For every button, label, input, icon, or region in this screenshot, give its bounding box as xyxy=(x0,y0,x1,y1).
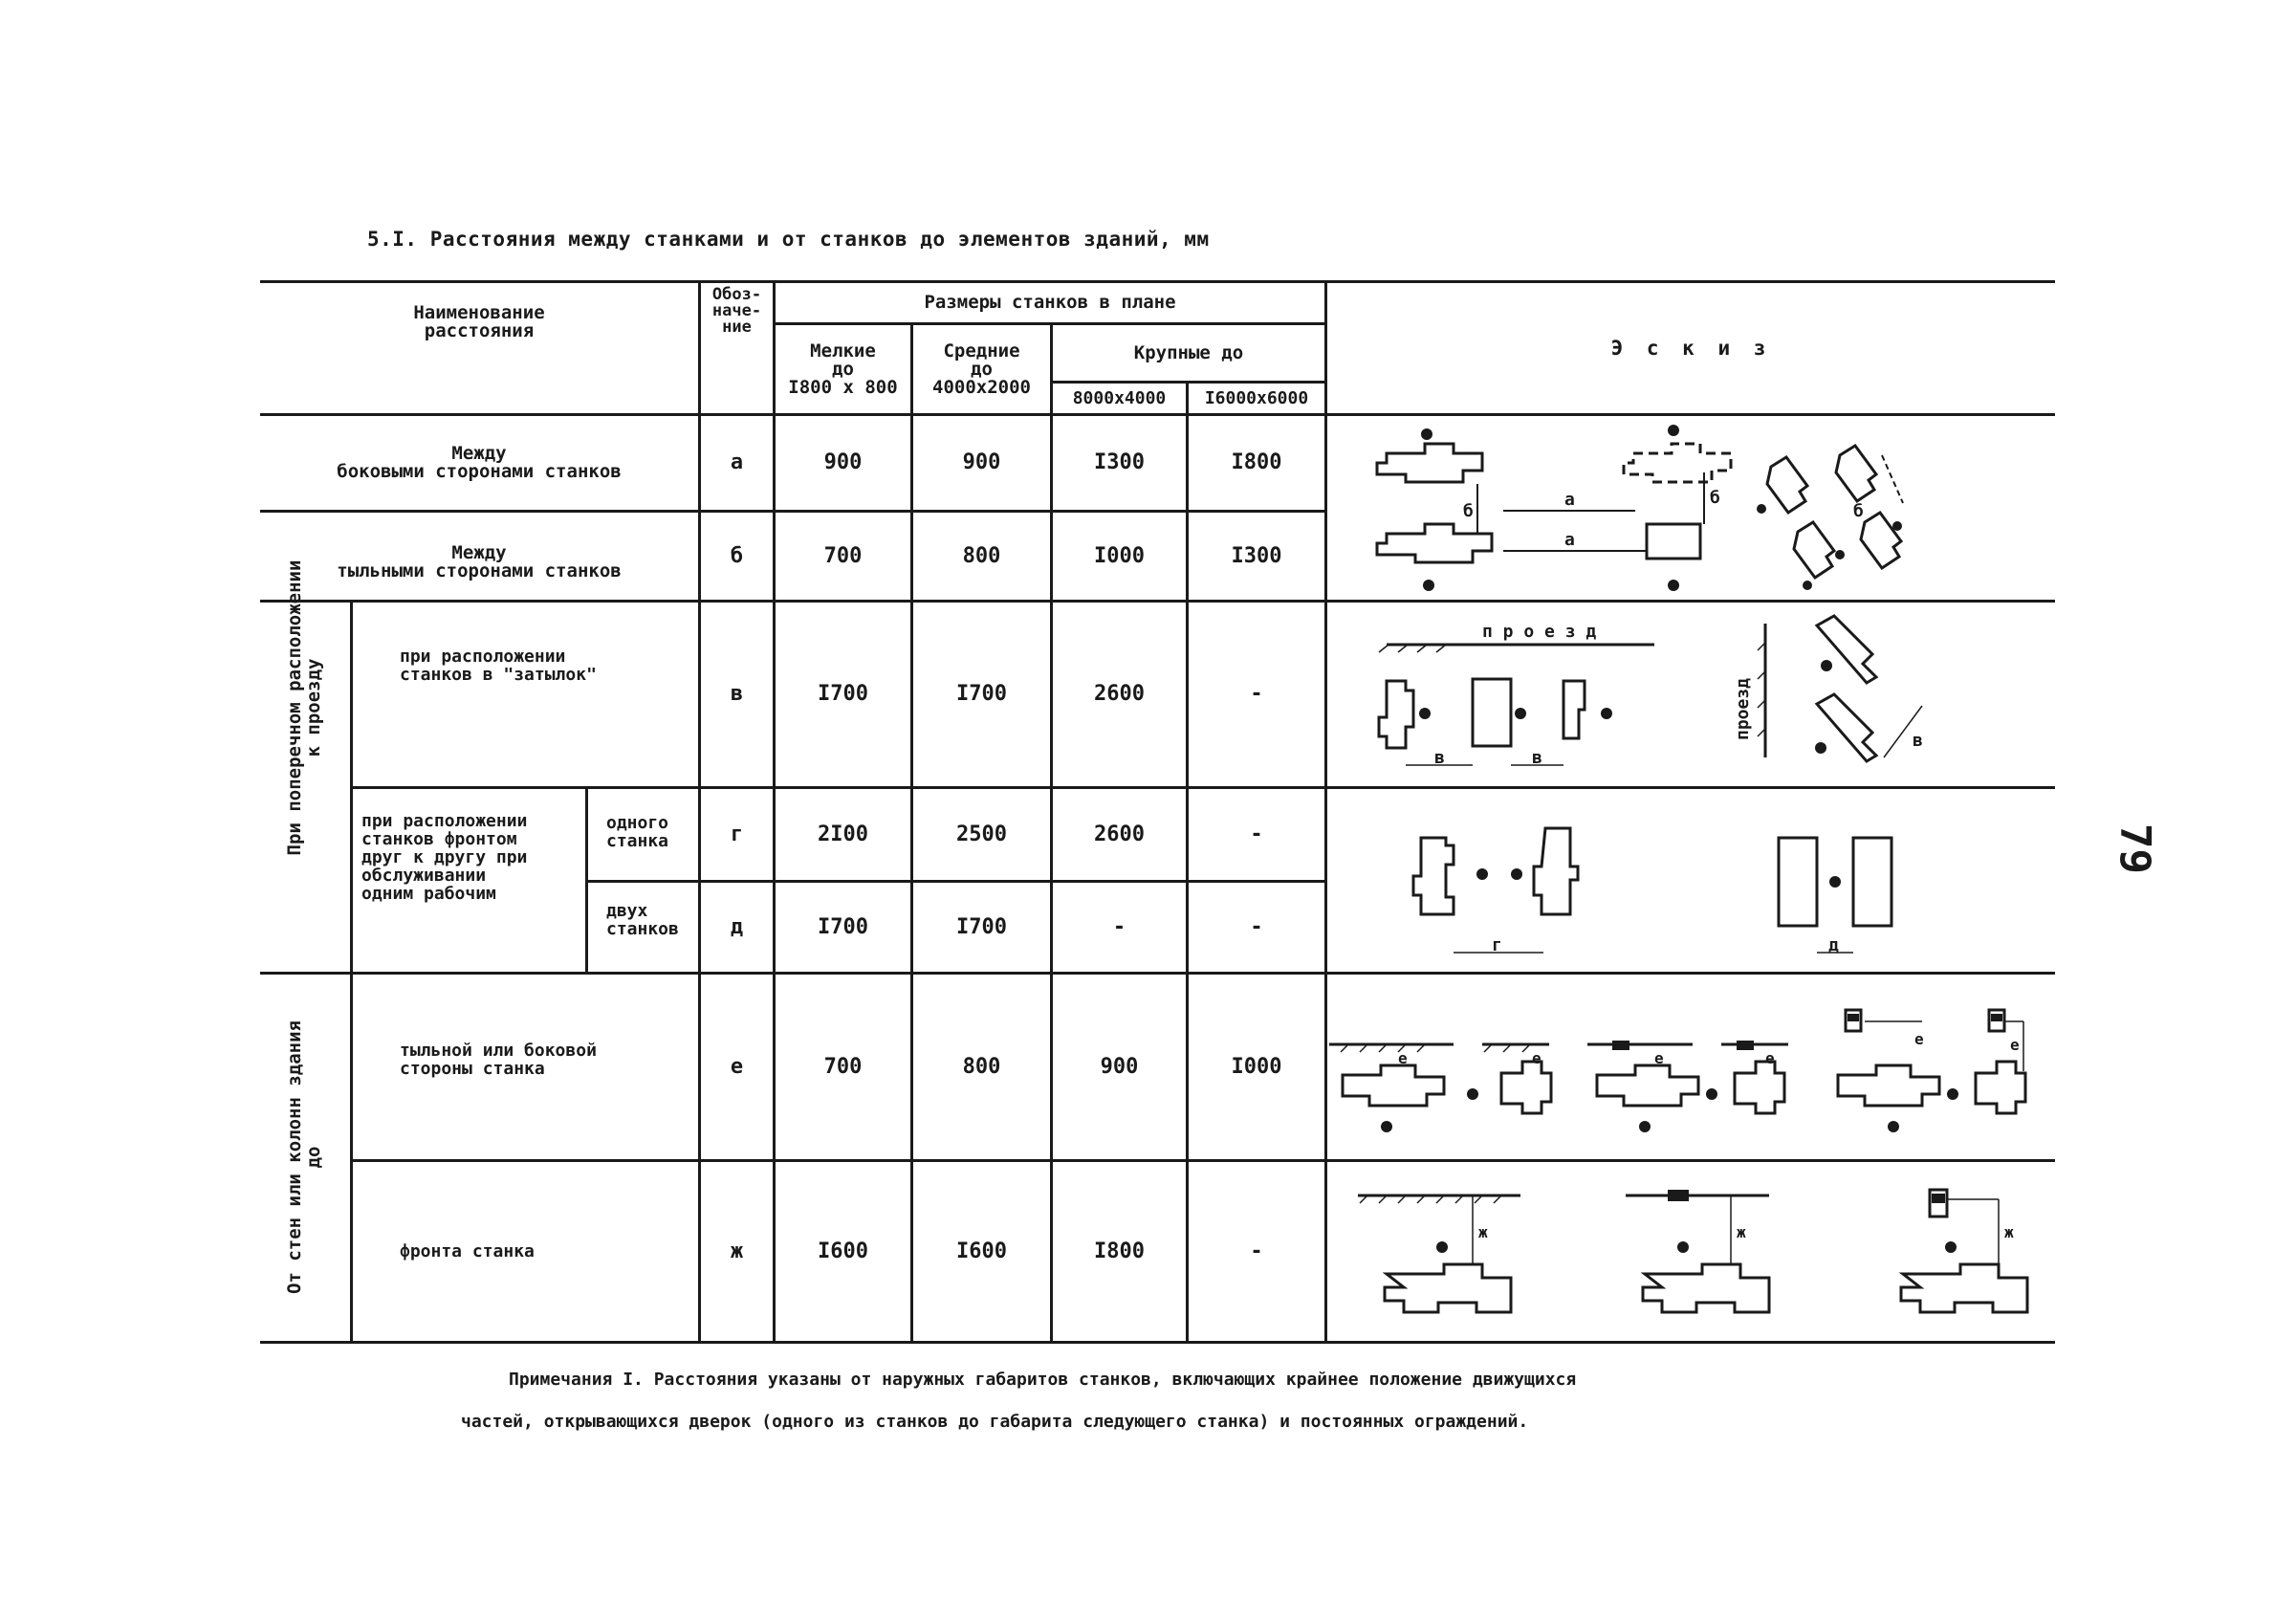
note-line-2: частей, открывающихся дверок (одного из станков до габарита следующего станка) и постоянных ограждений. xyxy=(461,1412,1529,1432)
row-gd-name: при расположении станков фронтом друг к другу при обслуживании одним рабочим xyxy=(361,811,528,904)
row-b-large2: I300 xyxy=(1231,543,1282,568)
row-zh-name: фронта станка xyxy=(400,1241,535,1261)
row-d-subname: двух станков xyxy=(606,901,679,939)
sketch1-label-b: б xyxy=(1463,501,1474,521)
sketch2-label-v1: в xyxy=(1434,748,1445,768)
header-name: Наименование расстояния xyxy=(413,302,545,341)
sketch4-label-e5: е xyxy=(1914,1030,1924,1048)
row-e-large1: 900 xyxy=(1100,1054,1139,1079)
sketch5-label-zh1: ж xyxy=(1478,1223,1488,1241)
sketch4-label-e2: е xyxy=(1532,1049,1542,1067)
header-large-2: I6000х6000 xyxy=(1204,387,1309,408)
sketch3-label-g: г xyxy=(1492,935,1502,955)
sketch1-label-b2: б xyxy=(1710,488,1720,508)
row-d-large1: - xyxy=(1112,914,1126,939)
sketch5-label-zh2: ж xyxy=(1737,1223,1746,1241)
row-d-medium: I700 xyxy=(956,914,1007,939)
sketch-side-back xyxy=(1329,417,2037,597)
row-a-large2: I800 xyxy=(1231,450,1282,474)
row-a-small: 900 xyxy=(823,450,863,474)
row-d-small: I700 xyxy=(818,914,868,939)
sketch2-passage-top: п р о е з д xyxy=(1482,622,1597,642)
row-g-large1: 2600 xyxy=(1094,822,1145,846)
sketch4-label-e3: е xyxy=(1654,1049,1664,1067)
row-v-small: I700 xyxy=(818,682,868,706)
header-small: Мелкие до I800 х 800 xyxy=(788,340,898,398)
row-a-medium: 900 xyxy=(962,450,1001,474)
row-g-small: 2I00 xyxy=(818,822,868,846)
row-zh-large1: I800 xyxy=(1094,1239,1145,1263)
row-e-name: тыльной или боковой стороны станка xyxy=(400,1041,597,1079)
group-walls-label: От стен или колонн здания до xyxy=(284,1020,324,1294)
row-e-medium: 800 xyxy=(962,1054,1001,1079)
header-sizes: Размеры станков в плане xyxy=(924,292,1176,313)
sketch4-label-e6: е xyxy=(2010,1036,2020,1054)
row-zh-small: I600 xyxy=(818,1239,868,1263)
row-v-large1: 2600 xyxy=(1094,682,1145,706)
sketch1-label-a: а xyxy=(1564,490,1575,510)
row-b-name: Между тыльными сторонами станков xyxy=(337,541,622,581)
row-v-name: при расположении станков в "затылок" xyxy=(400,647,597,685)
row-d-large2: - xyxy=(1250,914,1263,939)
sketch1-label-a2: а xyxy=(1564,530,1575,550)
header-large-1: 8000х4000 xyxy=(1072,387,1167,408)
row-a-name: Между боковыми сторонами станков xyxy=(337,443,622,482)
row-g-medium: 2500 xyxy=(956,822,1007,846)
sketch-front-to-front xyxy=(1329,790,2037,970)
sketch2-label-v2: в xyxy=(1532,748,1542,768)
header-sketch: Э с к и з xyxy=(1610,336,1772,360)
sketch4-label-e1: е xyxy=(1398,1049,1408,1067)
header-large: Крупные до xyxy=(1133,341,1244,363)
sketch3-label-d: д xyxy=(1828,935,1839,955)
row-g-symbol: г xyxy=(730,822,744,846)
sketch-front-wall xyxy=(1329,1161,2037,1339)
row-b-medium: 800 xyxy=(962,543,1001,568)
row-v-large2: - xyxy=(1250,682,1263,706)
row-b-large1: I000 xyxy=(1094,543,1145,568)
sketch1-label-b3: б xyxy=(1853,501,1864,521)
row-zh-symbol: ж xyxy=(730,1239,744,1263)
sketch-in-line xyxy=(1329,604,2037,784)
row-a-symbol: а xyxy=(730,450,744,474)
sketch2-label-v3: в xyxy=(1913,731,1923,751)
table-title: 5.I. Расстояния между станками и от станков до элементов зданий, мм xyxy=(367,228,1210,251)
header-medium: Средние до 4000х2000 xyxy=(932,340,1031,398)
row-e-large2: I000 xyxy=(1231,1054,1282,1079)
header-designation: Обоз- наче- ние xyxy=(711,285,762,337)
row-b-symbol: б xyxy=(730,543,744,568)
page-number: 79 xyxy=(2110,823,2159,874)
sketch5-label-zh3: ж xyxy=(2004,1223,2014,1241)
row-zh-large2: - xyxy=(1250,1239,1263,1263)
row-v-symbol: в xyxy=(730,682,744,706)
row-zh-medium: I600 xyxy=(956,1239,1007,1263)
sketch4-label-e4: е xyxy=(1765,1049,1775,1067)
row-d-symbol: д xyxy=(730,914,744,939)
sketch-back-side-wall xyxy=(1329,976,2037,1157)
row-b-small: 700 xyxy=(823,543,863,568)
group-transverse-label: При поперечном расположении к проезду xyxy=(284,559,324,856)
row-e-small: 700 xyxy=(823,1054,863,1079)
note-line-1: Примечания I. Расстояния указаны от наружных габаритов станков, включающих крайнее положение движущихся xyxy=(509,1370,1577,1390)
row-a-large1: I300 xyxy=(1094,450,1145,474)
row-v-medium: I700 xyxy=(956,682,1007,706)
row-e-symbol: е xyxy=(730,1054,744,1079)
row-g-large2: - xyxy=(1250,822,1263,846)
sketch2-passage: проезд xyxy=(1733,677,1753,740)
row-g-subname: одного станка xyxy=(606,813,669,851)
